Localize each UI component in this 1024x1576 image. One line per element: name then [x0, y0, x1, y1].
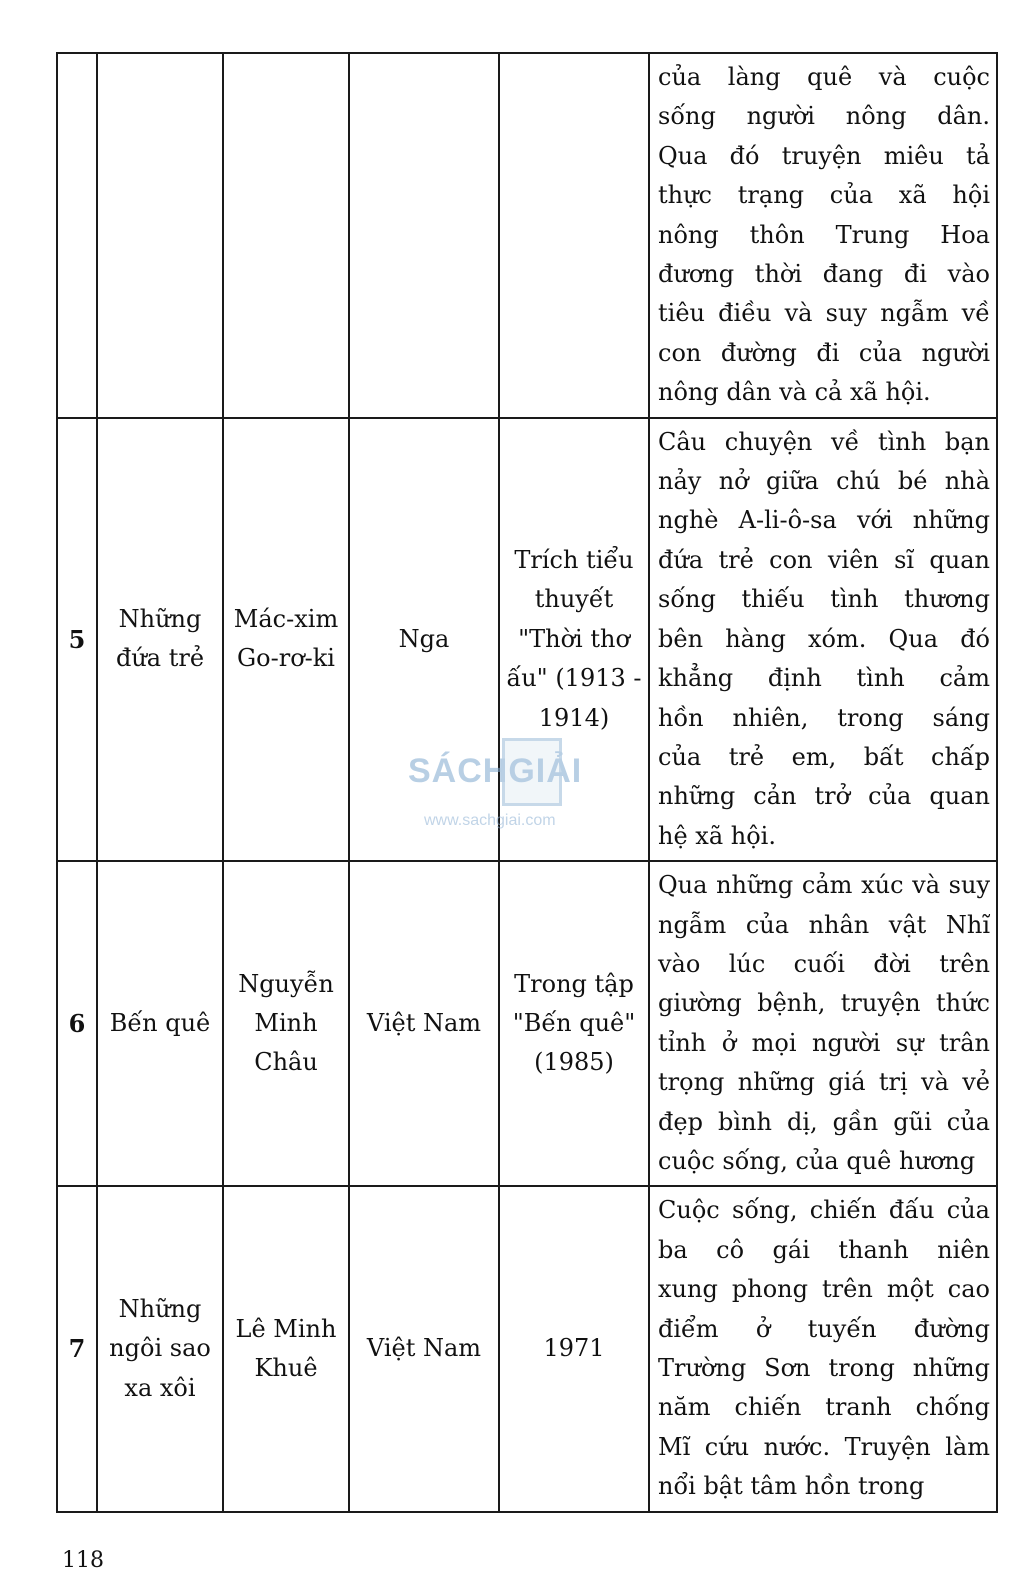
content-line: ba cô gái thanh niên	[658, 1235, 990, 1264]
content-line: năm chiến tranh chống	[658, 1393, 990, 1422]
content-line: sống người nông dân.	[658, 102, 990, 131]
content-line: đứa trẻ con viên sĩ quan	[658, 545, 990, 574]
content-line: con đường đi của người	[658, 338, 990, 367]
content-line: nổi bật tâm hồn trong	[658, 1472, 925, 1501]
page-number: 118	[62, 1548, 104, 1573]
row-number: 5	[57, 418, 97, 861]
content-summary	[649, 418, 997, 861]
work-title: Những đứa trẻ	[97, 418, 223, 861]
country-name: Nga	[349, 418, 499, 861]
author-name	[223, 53, 349, 418]
content-line: Câu chuyện về tình bạn	[658, 427, 990, 456]
content-line: khẳng định tình cảm	[658, 664, 990, 693]
content-line: Mĩ cứu nước. Truyện làm	[658, 1432, 990, 1461]
content-line: trọng những giá trị và vẻ	[658, 1068, 990, 1097]
content-line: ngẫm của nhân vật Nhĩ	[658, 910, 990, 939]
content-summary	[649, 1186, 997, 1511]
row-number: 6	[57, 861, 97, 1186]
work-title: Bến quê	[97, 861, 223, 1186]
content-line: tiêu điều và suy ngẫm về	[658, 299, 990, 328]
content-line: bên hàng xóm. Qua đó	[658, 624, 990, 653]
country-name	[349, 53, 499, 418]
watermark-url: www.sachgiai.com	[424, 812, 556, 829]
author-name: Nguyễn Minh Châu	[223, 861, 349, 1186]
content-line: của làng quê và cuộc	[658, 63, 990, 91]
content-summary	[649, 861, 997, 1186]
source-info: Trích tiểu thuyết "Thời thơ ấu" (1913 - 1914)	[499, 418, 649, 861]
content-line: sống thiếu tình thương	[658, 585, 990, 614]
content-line: vào lúc cuối đời trên	[658, 949, 990, 978]
literature-table	[56, 52, 998, 1513]
table-row	[57, 861, 997, 1186]
content-line: đương thời đang đi vào	[658, 260, 990, 289]
content-line: Cuộc sống, chiến đấu của	[658, 1196, 990, 1225]
content-line: điểm ở tuyến đường	[658, 1314, 990, 1343]
watermark-brand: SÁCHGIẢI	[408, 752, 583, 790]
content-line: nảy nở giữa chú bé nhà	[658, 467, 990, 496]
author-name: Mác-xim Go-rơ-ki	[223, 418, 349, 861]
table-row	[57, 1186, 997, 1511]
content-line: hồn nhiên, trong sáng	[658, 703, 990, 732]
work-title: Những ngôi sao xa xôi	[97, 1186, 223, 1511]
content-line: xung phong trên một cao	[658, 1275, 990, 1304]
content-line: thực trạng của xã hội	[658, 181, 990, 210]
table-row	[57, 53, 997, 418]
content-line: Qua đó truyện miêu tả	[658, 141, 990, 170]
content-line: đẹp bình dị, gần gũi của	[658, 1107, 990, 1136]
source-info	[499, 53, 649, 418]
content-line: nông thôn Trung Hoa	[658, 220, 990, 249]
table-row	[57, 418, 997, 861]
source-info: Trong tập "Bến quê" (1985)	[499, 861, 649, 1186]
content-line: nghè A-li-ô-sa với những	[658, 506, 990, 535]
content-line: cuộc sống, của quê hương	[658, 1146, 976, 1175]
row-number	[57, 53, 97, 418]
country-name: Việt Nam	[349, 861, 499, 1186]
row-number: 7	[57, 1186, 97, 1511]
country-name: Việt Nam	[349, 1186, 499, 1511]
content-line: Qua những cảm xúc và suy	[658, 871, 990, 900]
author-name: Lê Minh Khuê	[223, 1186, 349, 1511]
content-line: giường bệnh, truyện thức	[658, 989, 990, 1018]
content-line: hệ xã hội.	[658, 821, 776, 850]
content-line: những cản trở của quan	[658, 782, 990, 811]
content-line: của trẻ em, bất chấp	[658, 742, 990, 771]
content-line: nông dân và cả xã hội.	[658, 378, 931, 407]
work-title	[97, 53, 223, 418]
content-line: Trường Sơn trong những	[658, 1354, 990, 1382]
content-summary	[649, 53, 997, 418]
source-info: 1971	[499, 1186, 649, 1511]
content-line: tỉnh ở mọi người sự trân	[658, 1028, 990, 1057]
